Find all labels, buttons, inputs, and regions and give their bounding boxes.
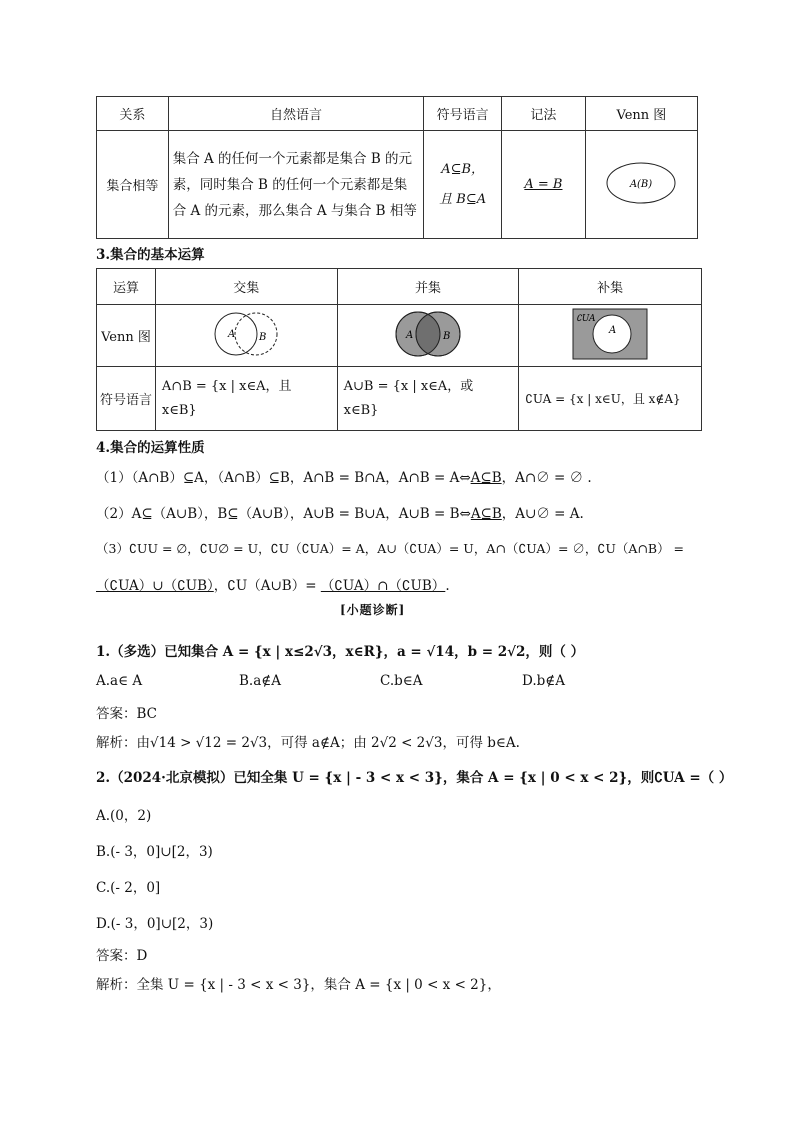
- header-union: 并集: [337, 269, 519, 305]
- property-4-mid: ，∁U（A∪B）=: [213, 578, 321, 594]
- q1-answer: 答案：BC: [96, 706, 158, 722]
- symbol-cell: [424, 131, 502, 239]
- notation-cell: [502, 131, 586, 239]
- row-label-equal: 集合相等: [97, 131, 169, 239]
- venn-row-label: Venn 图: [97, 305, 156, 367]
- property-line-4: [96, 574, 450, 594]
- complement-venn-cell: [519, 305, 702, 367]
- property-line-1: [96, 466, 592, 486]
- header-venn: Venn 图: [585, 97, 697, 131]
- complement-venn: [572, 308, 648, 360]
- q1-option-a: A.a∈ A: [96, 673, 143, 689]
- intersection-label-b: B: [259, 331, 267, 343]
- property-1-text: （1）（A∩B）⊆A，（A∩B）⊆B，A∩B = B∩A，A∩B = A⇔: [96, 470, 471, 486]
- q1-option-d: D.b∉A: [522, 673, 566, 689]
- symbol-row-label: 符号语言: [97, 367, 156, 431]
- header-natural-language: 自然语言: [168, 97, 424, 131]
- symbol-line: 且 B⊆A: [439, 191, 487, 207]
- header-notation: 记法: [502, 97, 586, 131]
- section4-title: 4.集合的运算性质: [96, 440, 205, 456]
- q1-option-b: B.a∉A: [239, 673, 282, 689]
- property-1-tail: ，A∩∅ = ∅ .: [501, 470, 592, 486]
- q2-stem: 2.（2024·北京模拟）已知全集 U = {x | - 3 < x < 3}，集合 A = {x | 0 < x < 2}，则∁UA =（ ）: [96, 770, 733, 786]
- q2-option-b: B.(- 3，0]∪[2，3): [96, 844, 213, 860]
- intersection-line: x∈B}: [161, 402, 197, 418]
- property-4-answer-2: （∁UA）∩（∁UB）: [320, 578, 446, 594]
- quiz-badge: [小题诊断]: [340, 603, 406, 617]
- natural-line: 合 A 的元素，那么集合 A 与集合 B 相等: [172, 202, 417, 219]
- q2-option-c: C.(- 2，0]: [96, 880, 161, 896]
- union-line: A∪B = {x | x∈A，或: [343, 378, 474, 394]
- property-line-2: [96, 502, 584, 522]
- property-line-3: （3）∁UU = ∅，∁U∅ = U，∁U（∁UA）= A，A∪（∁UA）= U，A∩（∁UA）= ∅，∁U（A∩B） =: [96, 541, 685, 556]
- property-4-answer-1: （∁UA）∪（∁UB）: [96, 578, 214, 594]
- header-complement: 补集: [519, 269, 702, 305]
- union-symbol-cell: [337, 367, 519, 431]
- union-label-a: A: [405, 329, 414, 341]
- property-1-answer: A⊆B: [470, 470, 502, 486]
- natural-line: 素，同时集合 B 的任何一个元素都是集: [172, 176, 408, 193]
- union-line: x∈B}: [343, 402, 379, 418]
- q1-option-c: C.b∈A: [380, 673, 423, 689]
- q2-analysis: 解析：全集 U = {x | - 3 < x < 3}，集合 A = {x | 0 < x < 2}，: [96, 977, 501, 993]
- q2-answer: 答案：D: [96, 948, 148, 964]
- intersection-venn: [206, 309, 286, 359]
- property-2-answer: A⊆B: [470, 506, 502, 522]
- q2-option-d: D.(- 3，0]∪[2，3): [96, 916, 214, 932]
- complement-label-cua: ∁UA: [576, 313, 596, 324]
- intersection-symbol-cell: [155, 367, 337, 431]
- symbol-line: A⊆B，: [441, 161, 485, 177]
- union-label-b: B: [442, 330, 451, 342]
- venn-equal-cell: [585, 131, 697, 239]
- property-2-tail: ，A∪∅ = A.: [501, 506, 584, 522]
- set-operations-table: [96, 268, 702, 431]
- header-operation: 运算: [97, 269, 156, 305]
- complement-label-a: A: [609, 324, 617, 336]
- q2-option-a: A.(0，2): [96, 808, 152, 824]
- property-4-end: .: [445, 578, 450, 594]
- section3-title: 3.集合的基本运算: [96, 247, 205, 263]
- intersection-line: A∩B = {x | x∈A，且: [161, 378, 292, 394]
- natural-line: 集合 A 的任何一个元素都是集合 B 的元: [172, 150, 413, 167]
- header-relation: 关系: [97, 97, 169, 131]
- intersection-label-a: A: [228, 328, 236, 340]
- complement-symbol-cell: ∁UA = {x | x∈U，且 x∉A}: [519, 367, 702, 431]
- q1-stem: 1.（多选）已知集合 A = {x | x≤2√3，x∈R}，a = √14，b = 2√2，则（ ）: [96, 644, 585, 660]
- header-intersection: 交集: [155, 269, 337, 305]
- intersection-venn-cell: [155, 305, 337, 367]
- notation-text: A = B: [524, 177, 563, 192]
- union-venn-cell: [337, 305, 519, 367]
- natural-language-cell: [168, 131, 424, 239]
- q1-analysis: 解析：由√14 > √12 = 2√3，可得 a∉A；由 2√2 < 2√3，可得 b∈A.: [96, 735, 520, 751]
- union-venn: [388, 308, 468, 360]
- property-2-text: （2）A⊆（A∪B），B⊆（A∪B），A∪B = B∪A，A∪B = B⇔: [96, 506, 471, 522]
- venn-equal-diagram: [601, 158, 681, 208]
- venn-equal-label: A(B): [630, 178, 653, 190]
- header-symbol-language: 符号语言: [424, 97, 502, 131]
- set-equality-table: [96, 96, 698, 239]
